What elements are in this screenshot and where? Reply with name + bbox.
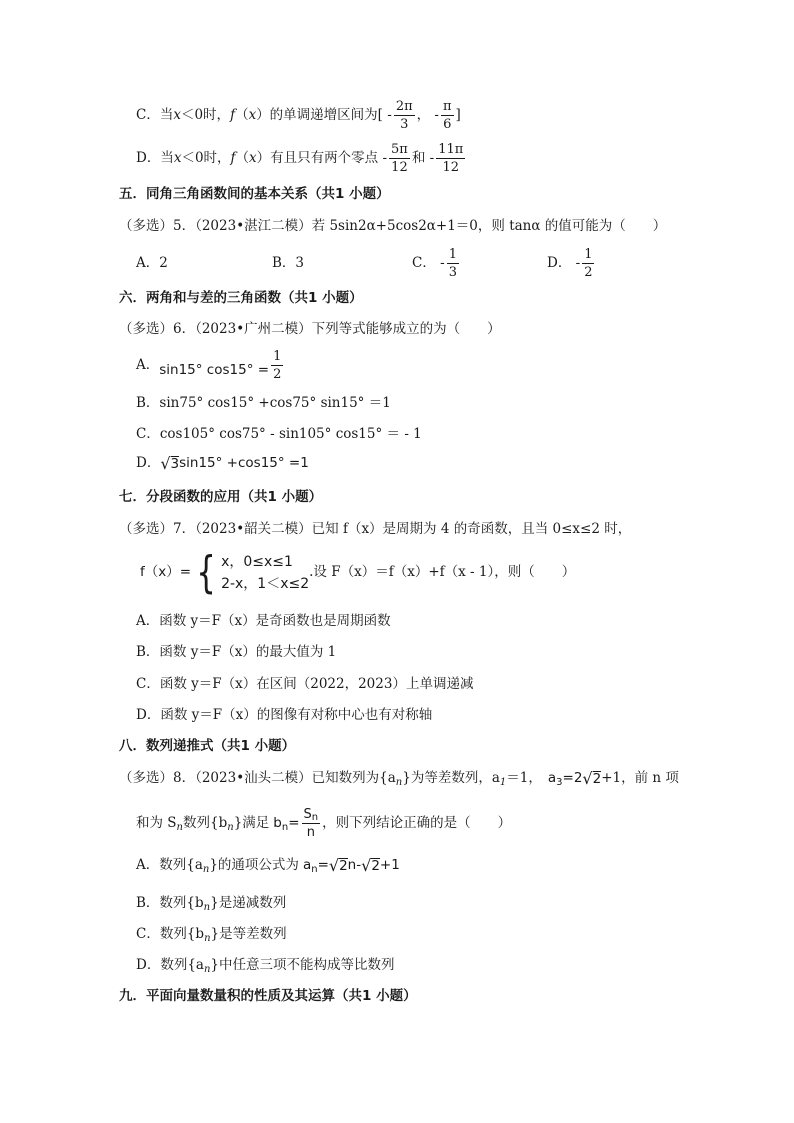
sqrt: √ 3 <box>160 454 180 473</box>
sqrt: √ 2 <box>328 856 348 875</box>
option-c-monotonic: C．当 x ＜0时， f （ x ）的单调递增区间为[ - $\frac{2\pi}{3}$ ， - $\frac{\pi}{6}$ ] <box>136 99 461 132</box>
fraction: $\frac{1}{2}$ <box>273 349 282 382</box>
question-7-piecewise: f（x）= { x，0≤x≤1 2-x，1＜x≤2 .设 F（x）＝f（x）+f（x - 1），则（ ） <box>140 547 576 598</box>
fraction: $\frac{1}{3}$ <box>448 247 457 280</box>
fraction: $\frac{11\pi}{12}$ <box>438 142 464 175</box>
question-8-line-2: 和为 S n 数列{b n }满足 b n = $\frac{Sn}{n}$ ，则下列结论正确的是（ ） <box>136 807 512 840</box>
section-heading-9: 九．平面向量数量积的性质及其运算（共1 小题） <box>119 988 417 1004</box>
question-6: （多选）6．（2023•广州二模）下列等式能够成立的为（ ） <box>119 321 501 337</box>
question-5: （多选）5．（2023•湛江二模）若 5sin2α+5cos2α+1＝0，则 tanα 的值可能为（ ） <box>119 218 667 234</box>
fraction: $\frac{5\pi}{12}$ <box>391 142 408 175</box>
question-8-option-c: C．数列{b n }是等差数列 <box>136 926 287 944</box>
question-7-option-c: C．函数 y＝F（x）在区间（2022，2023）上单调递减 <box>136 676 474 692</box>
section-heading-7: 七．分段函数的应用（共1 小题） <box>119 489 323 505</box>
question-6-option-c: C．cos105° cos75° - sin105° cos15° ＝ - 1 <box>136 426 422 442</box>
question-7-option-b: B．函数 y＝F（x）的最大值为 1 <box>136 644 337 660</box>
question-5-options: A．2 B．3 C． - $\frac{1}{3}$ D． - $\frac{1}{2}$ <box>136 247 593 280</box>
question-8-line-1: （多选）8．（2023•汕头二模）已知数列为{a n }为等差数列，a 1 ＝1， a 3 =2 √ 2 +1，前 n 项 <box>119 769 679 788</box>
fraction: $\frac{1}{2}$ <box>584 247 593 280</box>
question-6-option-b: B．sin75° cos15° +cos75° sin15° ＝1 <box>136 395 391 411</box>
question-7-option-d: D．函数 y＝F（x）的图像有对称中心也有对称轴 <box>136 707 433 723</box>
section-heading-8: 八．数列递推式（共1 小题） <box>119 738 296 754</box>
question-6-option-a: A． sin15° cos15° = $\frac{1}{2}$ <box>136 349 282 382</box>
question-8-option-b: B．数列{b n }是递减数列 <box>136 895 287 913</box>
fraction: $\frac{Sn}{n}$ <box>303 807 319 840</box>
fraction: $\frac{2\pi}{3}$ <box>395 99 413 132</box>
question-8-option-a: A．数列{a n }的通项公式为 a n = √ 2 n- √ 2 +1 <box>136 856 400 875</box>
question-7-option-a: A．函数 y＝F（x）是奇函数也是周期函数 <box>136 613 391 629</box>
question-7: （多选）7．（2023•韶关二模）已知 f（x）是周期为 4 的奇函数，且当 0≤x≤2 时， <box>119 521 632 537</box>
question-8-option-d: D．数列{a n }中任意三项不能构成等比数列 <box>136 957 395 975</box>
fraction: $\frac{\pi}{6}$ <box>443 99 452 132</box>
option-d-zeros: D．当 x ＜0时， f （ x ）有且只有两个零点 - $\frac{5\pi}{12}$ 和 - $\frac{11\pi}{12}$ <box>136 142 464 175</box>
section-heading-6: 六．两角和与差的三角函数（共1 小题） <box>119 290 363 306</box>
section-heading-5: 五．同角三角函数间的基本关系（共1 小题） <box>119 186 390 202</box>
question-6-option-d: D． √ 3 sin15° +cos15° =1 <box>136 454 309 473</box>
sqrt: √ 2 <box>582 769 602 788</box>
left-brace-icon: { <box>196 547 216 598</box>
sqrt: √ 2 <box>361 856 380 875</box>
